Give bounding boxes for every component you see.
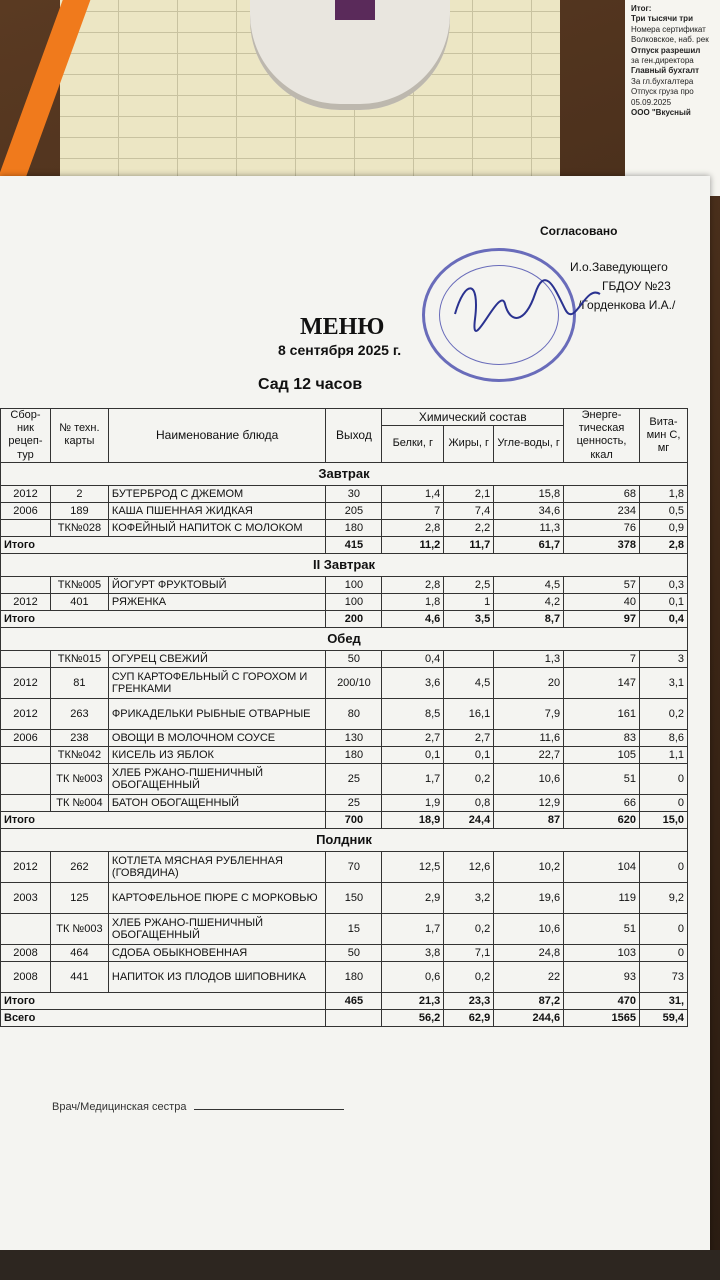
cell-f: 0,2 (444, 763, 494, 794)
cell-c: 10,2 (494, 851, 564, 882)
total-c: 8,7 (494, 610, 564, 627)
total-e: 378 (564, 536, 640, 553)
cell-out: 180 (326, 519, 382, 536)
total-label: Итого (1, 992, 326, 1009)
header-carbs: Угле-воды, г (494, 426, 564, 463)
cell-e: 57 (564, 576, 640, 593)
cell-card: 2 (50, 485, 108, 502)
cell-p: 1,8 (382, 593, 444, 610)
cell-col: 2012 (1, 851, 51, 882)
header-protein: Белки, г (382, 426, 444, 463)
cell-name: НАПИТОК ИЗ ПЛОДОВ ШИПОВНИКА (108, 961, 326, 992)
total-out: 465 (326, 992, 382, 1009)
cell-f: 0,2 (444, 961, 494, 992)
total-c: 61,7 (494, 536, 564, 553)
total-p: 18,9 (382, 811, 444, 828)
cell-c: 12,9 (494, 794, 564, 811)
cell-v: 8,6 (639, 729, 687, 746)
table-row (1, 593, 688, 610)
cell-c: 34,6 (494, 502, 564, 519)
table-row (1, 698, 688, 729)
cell-card: 81 (50, 667, 108, 698)
cell-col: 2008 (1, 961, 51, 992)
cell-f: 2,7 (444, 729, 494, 746)
grand-v: 59,4 (639, 1009, 687, 1026)
total-row (1, 811, 688, 828)
cell-e: 93 (564, 961, 640, 992)
cell-card: ТК№042 (50, 746, 108, 763)
cell-e: 161 (564, 698, 640, 729)
cell-card: 125 (50, 882, 108, 913)
cell-out: 80 (326, 698, 382, 729)
cell-e: 76 (564, 519, 640, 536)
cell-card: ТК №004 (50, 794, 108, 811)
receipt-line: Отпуск груза про (631, 87, 694, 97)
cell-f: 1 (444, 593, 494, 610)
cell-e: 68 (564, 485, 640, 502)
cell-c: 1,3 (494, 650, 564, 667)
nurse-label: Врач/Медицинская сестра (52, 1101, 187, 1113)
cell-v: 0,3 (639, 576, 687, 593)
cell-f: 16,1 (444, 698, 494, 729)
approval-org: ГБДОУ №23 (602, 279, 671, 293)
total-v: 2,8 (639, 536, 687, 553)
receipt-line: за ген.директора (631, 55, 694, 65)
cell-name: ОВОЩИ В МОЛОЧНОМ СОУСЕ (108, 729, 326, 746)
header-card: № техн. карты (50, 409, 108, 463)
total-v: 15,0 (639, 811, 687, 828)
cell-name: ХЛЕБ РЖАНО-ПШЕНИЧНЫЙ ОБОГАЩЕННЫЙ (108, 913, 326, 944)
cell-p: 2,9 (382, 882, 444, 913)
grand-total-label: Всего (1, 1009, 326, 1026)
total-v: 31, (639, 992, 687, 1009)
total-out: 700 (326, 811, 382, 828)
cell-c: 10,6 (494, 763, 564, 794)
total-f: 24,4 (444, 811, 494, 828)
table-row (1, 794, 688, 811)
cell-v: 0,9 (639, 519, 687, 536)
cell-e: 7 (564, 650, 640, 667)
total-p: 11,2 (382, 536, 444, 553)
cell-card: 401 (50, 593, 108, 610)
cell-out: 200/10 (326, 667, 382, 698)
cell-p: 3,6 (382, 667, 444, 698)
approval-person: /Горденкова И.А./ (578, 298, 676, 312)
cell-f: 0,2 (444, 913, 494, 944)
total-e: 470 (564, 992, 640, 1009)
table-row (1, 519, 688, 536)
table-row (1, 961, 688, 992)
group-name: Сад 12 часов (258, 376, 363, 393)
cell-name: КОТЛЕТА МЯСНАЯ РУБЛЕННАЯ (ГОВЯДИНА) (108, 851, 326, 882)
cell-card: ТК№028 (50, 519, 108, 536)
table-row (1, 763, 688, 794)
receipt-line: ООО "Вкусный (631, 107, 691, 117)
header-chem: Химический состав (382, 409, 564, 426)
header-energy: Энерге-тическая ценность, ккал (564, 409, 640, 463)
total-e: 97 (564, 610, 640, 627)
receipt-line: 05.09.2025 (631, 97, 672, 107)
floor (0, 1250, 720, 1280)
cell-name: БАТОН ОБОГАЩЕННЫЙ (108, 794, 326, 811)
cell-out: 180 (326, 746, 382, 763)
cell-out: 25 (326, 794, 382, 811)
cell-col: 2003 (1, 882, 51, 913)
table-row (1, 485, 688, 502)
menu-sheet (0, 176, 710, 1261)
cell-e: 51 (564, 763, 640, 794)
cell-p: 2,8 (382, 576, 444, 593)
receipt-document (625, 0, 720, 196)
cell-col (1, 794, 51, 811)
total-label: Итого (1, 610, 326, 627)
cell-e: 104 (564, 851, 640, 882)
cell-c: 24,8 (494, 944, 564, 961)
total-f: 11,7 (444, 536, 494, 553)
total-out: 200 (326, 610, 382, 627)
cell-col (1, 746, 51, 763)
cell-name: ХЛЕБ РЖАНО-ПШЕНИЧНЫЙ ОБОГАЩЕННЫЙ (108, 763, 326, 794)
cell-p: 12,5 (382, 851, 444, 882)
section-header-row (1, 553, 688, 576)
cell-c: 11,6 (494, 729, 564, 746)
cell-out: 70 (326, 851, 382, 882)
cell-name: КАША ПШЕННАЯ ЖИДКАЯ (108, 502, 326, 519)
table-row (1, 882, 688, 913)
cell-out: 130 (326, 729, 382, 746)
grand-total-row (1, 1009, 688, 1026)
cell-v: 9,2 (639, 882, 687, 913)
cell-col: 2008 (1, 944, 51, 961)
menu-table (0, 408, 688, 1027)
cell-card: 441 (50, 961, 108, 992)
cell-name: ЙОГУРТ ФРУКТОВЫЙ (108, 576, 326, 593)
table-row (1, 746, 688, 763)
cell-f: 7,1 (444, 944, 494, 961)
cell-c: 22 (494, 961, 564, 992)
cell-p: 0,6 (382, 961, 444, 992)
cell-v: 3,1 (639, 667, 687, 698)
cell-col: 2012 (1, 593, 51, 610)
cell-col: 2006 (1, 502, 51, 519)
cell-p: 1,9 (382, 794, 444, 811)
cell-p: 1,7 (382, 913, 444, 944)
nurse-signature-line (52, 1101, 344, 1113)
cell-f (444, 650, 494, 667)
receipt-line: За гл.бухгалтера (631, 76, 694, 86)
section-title: Полдник (1, 828, 688, 851)
cell-e: 103 (564, 944, 640, 961)
cell-f: 12,6 (444, 851, 494, 882)
cell-col (1, 913, 51, 944)
cell-c: 11,3 (494, 519, 564, 536)
cell-out: 15 (326, 913, 382, 944)
total-c: 87 (494, 811, 564, 828)
grand-c: 244,6 (494, 1009, 564, 1026)
cell-col (1, 763, 51, 794)
section-title: Обед (1, 627, 688, 650)
cell-c: 15,8 (494, 485, 564, 502)
cell-name: ФРИКАДЕЛЬКИ РЫБНЫЕ ОТВАРНЫЕ (108, 698, 326, 729)
cell-card: ТК№015 (50, 650, 108, 667)
cell-p: 0,1 (382, 746, 444, 763)
cell-e: 66 (564, 794, 640, 811)
cell-col: 2006 (1, 729, 51, 746)
cell-name: КАРТОФЕЛЬНОЕ ПЮРЕ С МОРКОВЬЮ (108, 882, 326, 913)
cell-name: БУТЕРБРОД С ДЖЕМОМ (108, 485, 326, 502)
total-f: 23,3 (444, 992, 494, 1009)
cell-p: 8,5 (382, 698, 444, 729)
cell-v: 0 (639, 944, 687, 961)
section-header-row (1, 462, 688, 485)
cell-f: 4,5 (444, 667, 494, 698)
cell-card: 238 (50, 729, 108, 746)
section-header-row (1, 828, 688, 851)
cell-card: ТК№005 (50, 576, 108, 593)
receipt-line: Отпуск разрешил (631, 45, 701, 55)
total-p: 21,3 (382, 992, 444, 1009)
cell-card: 262 (50, 851, 108, 882)
cell-c: 10,6 (494, 913, 564, 944)
cell-out: 25 (326, 763, 382, 794)
total-c: 87,2 (494, 992, 564, 1009)
cell-out: 100 (326, 576, 382, 593)
approval-heading: Согласовано (540, 224, 618, 238)
cell-name: РЯЖЕНКА (108, 593, 326, 610)
receipt-line: Номера сертификат (631, 24, 706, 34)
cell-out: 50 (326, 650, 382, 667)
cell-f: 0,8 (444, 794, 494, 811)
grand-e: 1565 (564, 1009, 640, 1026)
cell-col (1, 519, 51, 536)
cell-out: 180 (326, 961, 382, 992)
header-collection: Сбор-ник рецеп-тур (1, 409, 51, 463)
cell-e: 105 (564, 746, 640, 763)
cell-f: 3,2 (444, 882, 494, 913)
header-fat: Жиры, г (444, 426, 494, 463)
cell-col: 2012 (1, 667, 51, 698)
cell-e: 51 (564, 913, 640, 944)
header-vit: Вита-мин С, мг (639, 409, 687, 463)
table-row (1, 729, 688, 746)
cell-col: 2012 (1, 485, 51, 502)
cell-c: 4,5 (494, 576, 564, 593)
cell-col: 2012 (1, 698, 51, 729)
table-row (1, 650, 688, 667)
section-header-row (1, 627, 688, 650)
grand-p: 56,2 (382, 1009, 444, 1026)
cell-name: СДОБА ОБЫКНОВЕННАЯ (108, 944, 326, 961)
cell-c: 20 (494, 667, 564, 698)
total-p: 4,6 (382, 610, 444, 627)
cell-e: 147 (564, 667, 640, 698)
cell-out: 100 (326, 593, 382, 610)
cell-name: СУП КАРТОФЕЛЬНЫЙ С ГОРОХОМ И ГРЕНКАМИ (108, 667, 326, 698)
cell-p: 3,8 (382, 944, 444, 961)
cell-card: ТК №003 (50, 913, 108, 944)
cell-p: 1,4 (382, 485, 444, 502)
cell-v: 0,5 (639, 502, 687, 519)
cell-e: 40 (564, 593, 640, 610)
table-row (1, 851, 688, 882)
total-out: 415 (326, 536, 382, 553)
cell-name: ОГУРЕЦ СВЕЖИЙ (108, 650, 326, 667)
cell-name: КИСЕЛЬ ИЗ ЯБЛОК (108, 746, 326, 763)
menu-date: 8 сентября 2025 г. (278, 342, 402, 358)
receipt-line: Волковское, наб. рек (631, 35, 709, 45)
cell-v: 3 (639, 650, 687, 667)
total-f: 3,5 (444, 610, 494, 627)
signature (445, 274, 605, 334)
cell-c: 7,9 (494, 698, 564, 729)
cell-f: 2,5 (444, 576, 494, 593)
cell-c: 22,7 (494, 746, 564, 763)
cell-out: 30 (326, 485, 382, 502)
total-label: Итого (1, 811, 326, 828)
cell-f: 7,4 (444, 502, 494, 519)
cell-p: 1,7 (382, 763, 444, 794)
cell-col (1, 576, 51, 593)
cell-out: 205 (326, 502, 382, 519)
total-row (1, 536, 688, 553)
total-e: 620 (564, 811, 640, 828)
receipt-line: Итог: (631, 4, 652, 13)
section-title: Завтрак (1, 462, 688, 485)
receipt-line: Главный бухгалт (631, 66, 700, 76)
signature-underline (194, 1109, 344, 1110)
stapler-cap (335, 0, 375, 20)
cell-col (1, 650, 51, 667)
cell-f: 2,1 (444, 485, 494, 502)
cell-v: 0 (639, 763, 687, 794)
cell-name: КОФЕЙНЫЙ НАПИТОК С МОЛОКОМ (108, 519, 326, 536)
table-row (1, 944, 688, 961)
cell-v: 1,8 (639, 485, 687, 502)
table-row (1, 913, 688, 944)
cell-p: 0,4 (382, 650, 444, 667)
cell-f: 2,2 (444, 519, 494, 536)
header-name: Наименование блюда (108, 409, 326, 463)
cell-e: 234 (564, 502, 640, 519)
grand-out (326, 1009, 382, 1026)
page-title: МЕНЮ (300, 314, 385, 340)
cell-out: 50 (326, 944, 382, 961)
cell-v: 0 (639, 794, 687, 811)
section-title: II Завтрак (1, 553, 688, 576)
cell-v: 1,1 (639, 746, 687, 763)
cell-v: 0 (639, 851, 687, 882)
receipt-line: Три тысячи три (631, 14, 693, 24)
cell-out: 150 (326, 882, 382, 913)
cell-v: 73 (639, 961, 687, 992)
cell-e: 83 (564, 729, 640, 746)
cell-card: 464 (50, 944, 108, 961)
total-row (1, 992, 688, 1009)
total-label: Итого (1, 536, 326, 553)
table-row (1, 576, 688, 593)
cell-card: 263 (50, 698, 108, 729)
approval-position: И.о.Заведующего (570, 260, 668, 274)
cell-e: 119 (564, 882, 640, 913)
cell-p: 7 (382, 502, 444, 519)
header-output: Выход (326, 409, 382, 463)
cell-v: 0 (639, 913, 687, 944)
cell-card: 189 (50, 502, 108, 519)
table-row (1, 667, 688, 698)
cell-v: 0,1 (639, 593, 687, 610)
total-row (1, 610, 688, 627)
table-row (1, 502, 688, 519)
cell-card: ТК №003 (50, 763, 108, 794)
cell-p: 2,8 (382, 519, 444, 536)
total-v: 0,4 (639, 610, 687, 627)
cell-p: 2,7 (382, 729, 444, 746)
grand-f: 62,9 (444, 1009, 494, 1026)
cell-v: 0,2 (639, 698, 687, 729)
cell-c: 19,6 (494, 882, 564, 913)
cell-f: 0,1 (444, 746, 494, 763)
cell-c: 4,2 (494, 593, 564, 610)
